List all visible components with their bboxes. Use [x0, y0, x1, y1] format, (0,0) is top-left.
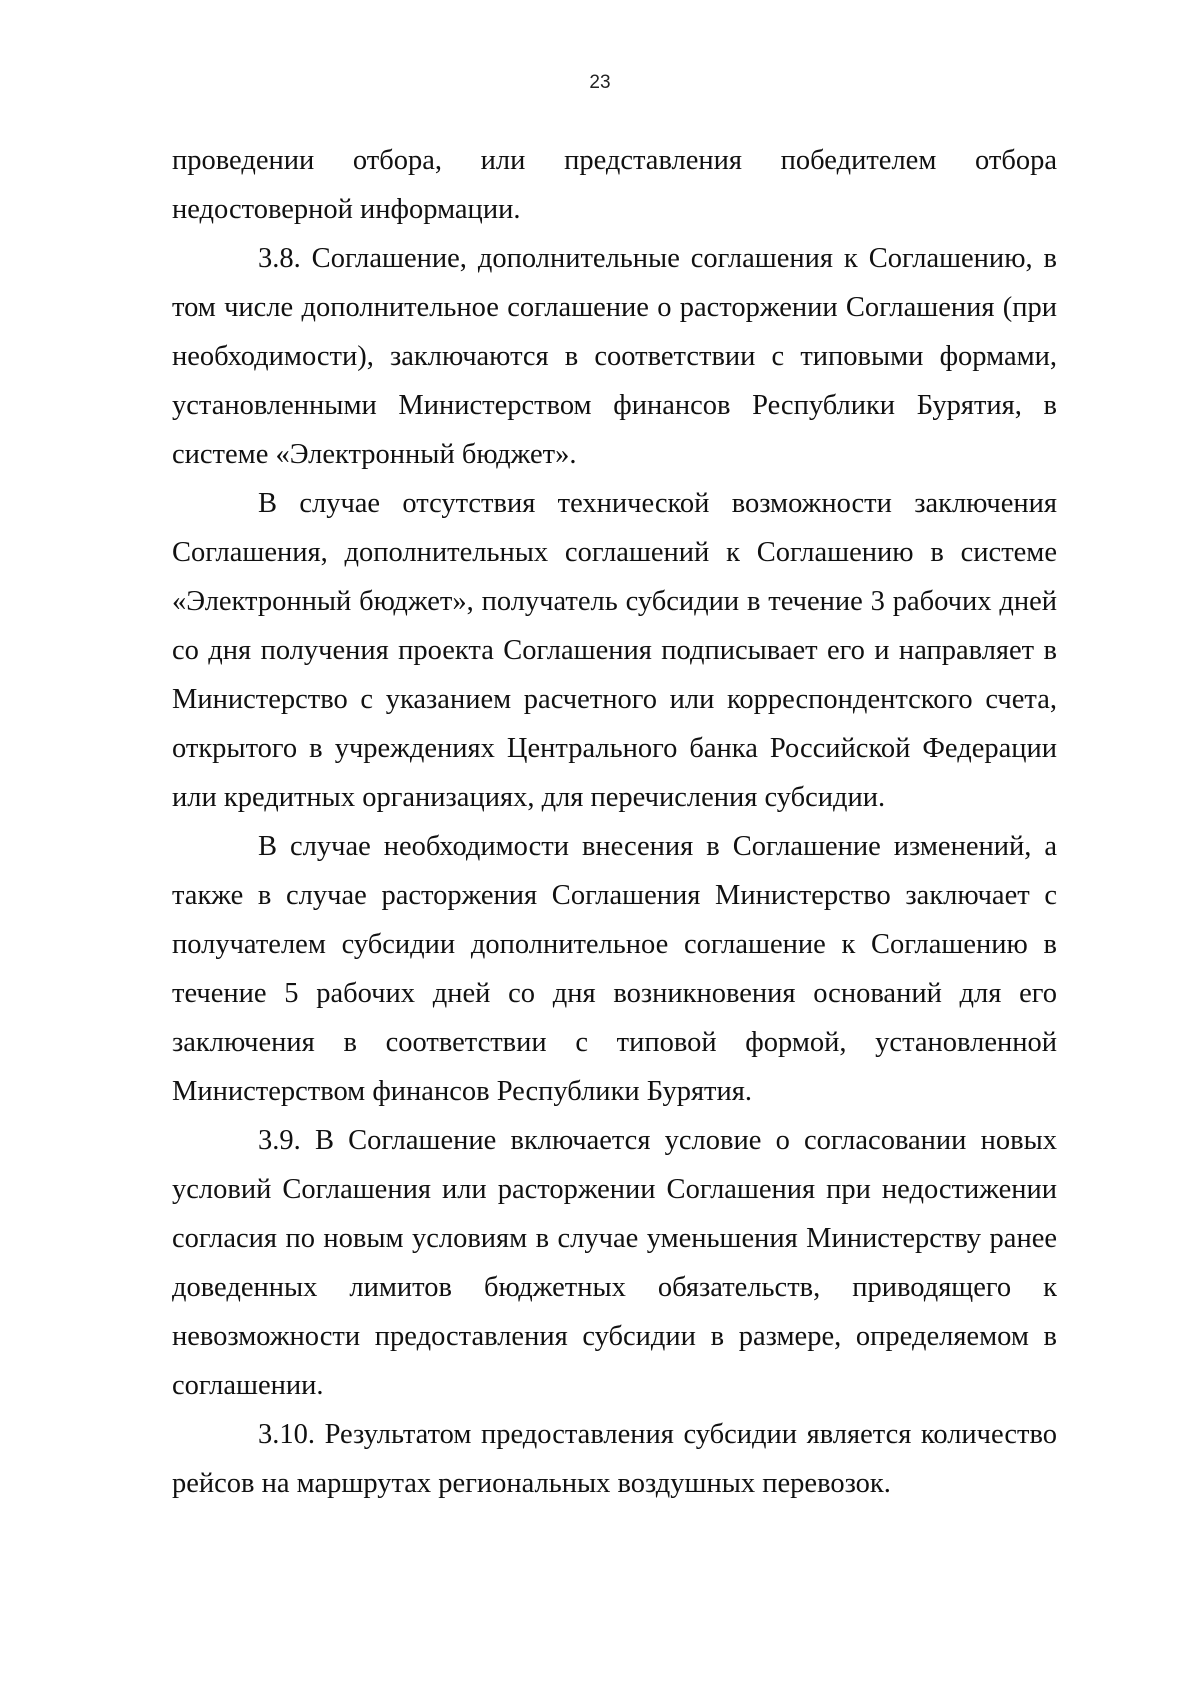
- paragraph-amendments: В случае необходимости внесения в Соглашение изменений, а также в случае расторжения Соглашения Министерство заключает с получателем субсидии дополнительное соглашение к Соглашению в течение 5 рабочих дней со дня возникновения оснований для его заключения в соответствии с типовой формой, установленной Министерством финансов Республики Бурятия.: [172, 831, 1057, 1107]
- paragraph-3-10: 3.10. Результатом предоставления субсидии является количество рейсов на маршрутах региональных воздушных перевозок.: [172, 1419, 1057, 1499]
- paragraph-continuation: проведении отбора, или представления победителем отбора недостоверной информации.: [172, 145, 1057, 225]
- paragraph-3-8: 3.8. Соглашение, дополнительные соглашения к Соглашению, в том числе дополнительное соглашение о расторжении Соглашения (при необходимости), заключаются в соответствии с типовыми формами, установленными Министерством финансов Республики Бурятия, в системе «Электронный бюджет».: [172, 243, 1057, 470]
- paragraph-3-9: 3.9. В Соглашение включается условие о согласовании новых условий Соглашения или расторжении Соглашения при недостижении согласия по новым условиям в случае уменьшения Министерству ранее доведенных лимитов бюджетных обязательств, приводящего к невозможности предоставления субсидии в размере, определяемом в соглашении.: [172, 1125, 1057, 1401]
- paragraph-no-technical-possibility: В случае отсутствия технической возможности заключения Соглашения, дополнительных соглашений к Соглашению в системе «Электронный бюджет», получатель субсидии в течение 3 рабочих дней со дня получения проекта Соглашения подписывает его и направляет в Министерство с указанием расчетного или корреспондентского счета, открытого в учреждениях Центрального банка Российской Федерации или кредитных организациях, для перечисления субсидии.: [172, 488, 1057, 813]
- page-number: 23: [589, 72, 611, 93]
- document-body: [172, 136, 1057, 1508]
